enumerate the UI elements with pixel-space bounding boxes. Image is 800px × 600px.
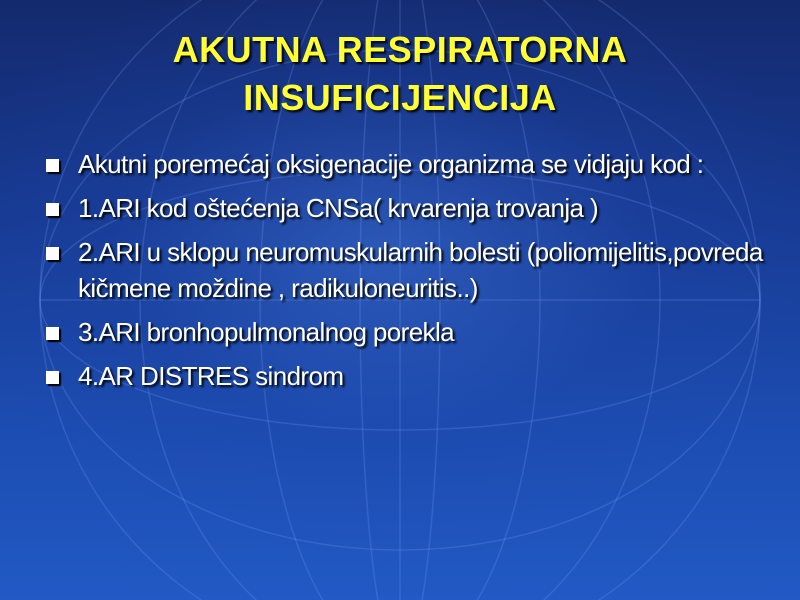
bullet-item [46, 234, 766, 306]
bullet-text: 4.AR DISTRES sindrom [78, 361, 344, 391]
square-bullet-icon [46, 247, 59, 260]
square-bullet-icon [46, 203, 59, 216]
bullet-text: 1.ARI kod oštećenja CNSa( krvarenja trovanja ) [78, 193, 599, 223]
square-bullet-icon [46, 327, 59, 340]
bullet-list [46, 146, 766, 402]
bullet-item [46, 358, 766, 394]
bullet-item [46, 190, 766, 226]
bullet-text: Akutni poremećaj oksigenacije organizma se vidjaju kod : [78, 149, 704, 179]
slide-title-line-1: AKUTNA RESPIRATORNA [172, 29, 628, 70]
bullet-item [46, 146, 766, 182]
bullet-item [46, 314, 766, 350]
bullet-text: 3.ARI bronhopulmonalnog porekla [78, 317, 454, 347]
square-bullet-icon [46, 371, 59, 384]
slide-title-line-2: INSUFICIJENCIJA [243, 77, 557, 118]
slide-title [40, 26, 760, 122]
square-bullet-icon [46, 159, 59, 172]
bullet-text: 2.ARI u sklopu neuromuskularnih bolesti (poliomijelitis,povreda kičmene moždine , radikuloneuritis..) [78, 237, 763, 303]
